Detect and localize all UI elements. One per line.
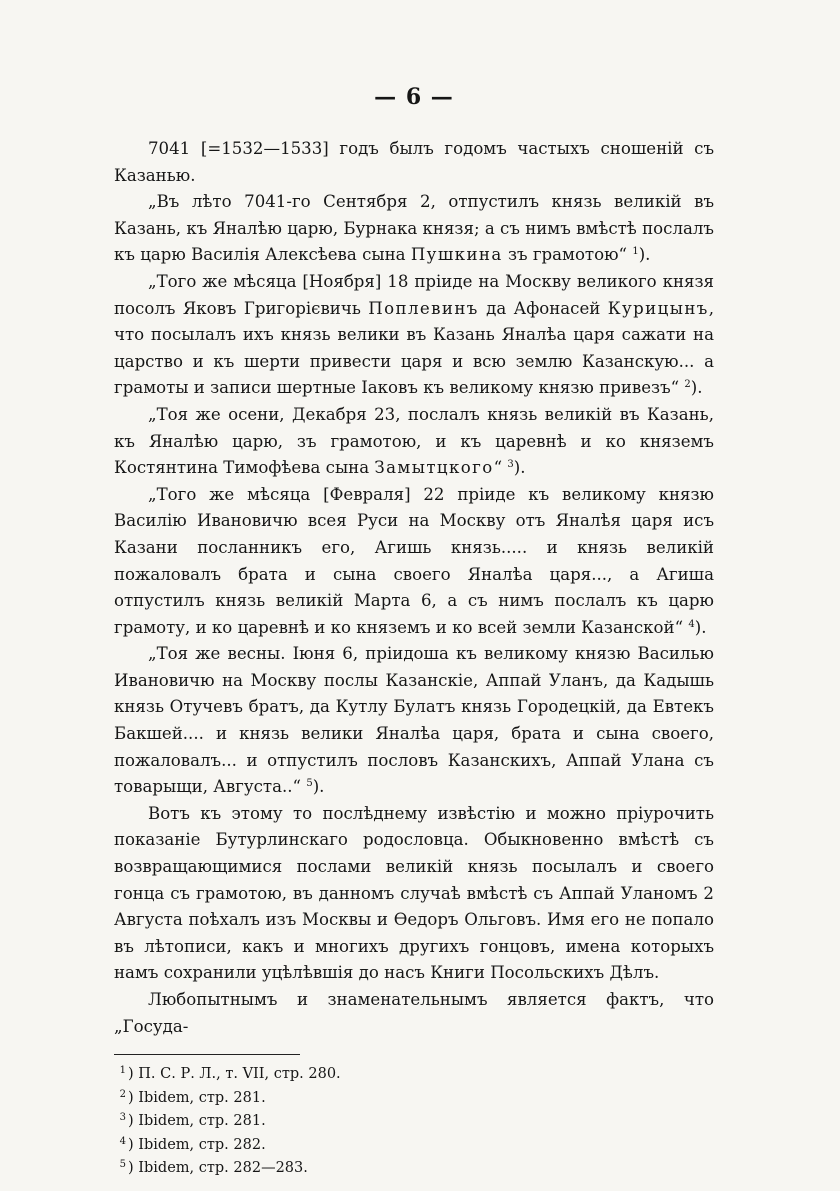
paragraph-text: “ bbox=[493, 458, 508, 478]
footnote-text: ) Ibidem, стр. 282. bbox=[128, 1136, 266, 1153]
chronicle-quote-december bbox=[114, 402, 714, 482]
book-page bbox=[114, 84, 714, 1181]
paragraph-text: ). bbox=[694, 617, 707, 637]
paragraph-text: „Того же мѣсяца [Февраля] 22 пріиде къ великому князю Василію Ивановичю всея Руси на Москву отъ Яналѣя царя исъ Казани посланникъ его, Агишь князь..... и князь великій пожаловалъ брата и сына своего Яналѣа царя..., а Агиша отпустилъ князь великій Марта 6, а съ нимъ послалъ къ царю грамоту, и ко царевнѣ и ко княземъ и ко всей земли Казанской“ bbox=[114, 484, 714, 637]
paragraph-text: ). bbox=[312, 777, 325, 797]
footnote-divider bbox=[114, 1054, 300, 1055]
paragraph-text: „Въ лѣто 7041-го Сентября 2, отпустилъ князь великій въ Казань, къ Яналѣю царю, Бурнака князя; а съ нимъ вмѣстѣ послалъ къ царю Василія Алексѣева сына bbox=[114, 192, 714, 265]
footnote-text: ) Ibidem, стр. 282—283. bbox=[128, 1160, 308, 1177]
footnote-text: ) П. С. Р. Л., т. VII, стр. 280. bbox=[128, 1066, 341, 1083]
footnote: 5 ) Ibidem, стр. 282—283. bbox=[119, 1159, 308, 1177]
spaced-name: Поплевинъ bbox=[368, 298, 479, 318]
chronicle-quote-november bbox=[114, 269, 714, 402]
footnote: 2 ) Ibidem, стр. 281. bbox=[119, 1088, 266, 1106]
footnote-ref: 1 bbox=[632, 246, 639, 258]
paragraph-text: Любопытнымъ и знаменательнымъ является фактъ, что „Госуда- bbox=[114, 990, 714, 1036]
paragraph-text: „Того же мѣсяца [Ноября] 18 пріиде на Москву великого князя посолъ Яковъ Григорієвичь bbox=[114, 271, 714, 318]
footnote-ref: 5 bbox=[306, 778, 313, 790]
body-text bbox=[114, 136, 714, 1040]
paragraph-continuation bbox=[114, 987, 714, 1040]
footnote-ref: 2 bbox=[684, 379, 691, 391]
paragraph-text: Вотъ къ этому то послѣднему извѣстію и можно пріурочить показаніе Бутурлинскаго родословца. Обыкновенно вмѣстѣ съ возвращающимися послами великій князь посылалъ и своего гонца съ грамотою, въ данномъ случаѣ вмѣстѣ съ Аппай Уланомъ 2 Августа поѣхалъ изъ Москвы и Ѳедоръ Ольговъ. Имя его не попало въ лѣтописи, какъ и многихъ другихъ гонцовъ, имена которыхъ намъ сохранили уцѣлѣвшія до насъ Книги Посольскихъ Дѣлъ. bbox=[114, 803, 714, 983]
paragraph-text: ). bbox=[638, 245, 651, 265]
spaced-name: Курицынъ bbox=[607, 298, 709, 318]
footnote: 1 ) П. С. Р. Л., т. VII, стр. 280. bbox=[119, 1065, 341, 1083]
footnote: 3 ) Ibidem, стр. 281. bbox=[119, 1112, 266, 1130]
paragraph-text: „Тоя же осени, Декабря 23, послалъ князь великій въ Казань, къ Яналѣю царю, зъ грамотою, и къ царевнѣ и ко княземъ Костянтина Тимофѣева сына bbox=[114, 404, 714, 478]
page-number: — 6 — bbox=[374, 84, 454, 110]
footnote: 4 ) Ibidem, стр. 282. bbox=[119, 1135, 266, 1153]
footnote-text: ) Ibidem, стр. 281. bbox=[128, 1089, 266, 1106]
chronicle-quote-september bbox=[114, 189, 714, 269]
paragraph-intro bbox=[114, 136, 714, 189]
footnote-ref: 4 bbox=[688, 618, 695, 630]
chronicle-quote-february bbox=[114, 482, 714, 642]
paragraph-text: зъ грамотою“ bbox=[502, 245, 633, 265]
footnote-ref: 3 bbox=[507, 459, 514, 471]
paragraph-text: ). bbox=[513, 458, 526, 478]
paragraph-commentary bbox=[114, 801, 714, 987]
paragraph-text: „Тоя же весны. Іюня 6, пріидоша къ великому князю Василью Ивановичю на Москву послы Казанскіе, Аппай Уланъ, да Кадышь князь Отучевъ братъ, да Кутлу Булатъ князь Городецкій, да Евтекъ Бакшей.... и князь велики Яналѣа царя, брата и сына своего, пожаловалъ... и отпустилъ пословъ Казанскихъ, Аппай Улана съ товарыщи, Августа..“ bbox=[114, 644, 714, 797]
footnote-text: ) Ibidem, стр. 281. bbox=[128, 1113, 266, 1130]
paragraph-text: , что посылалъ ихъ князь велики въ Казань Яналѣа царя сажати на царство и къ шерти привести царя и всю землю Казанскую... а грамоты и записи шертные Іаковъ къ великому князю привезъ“ bbox=[114, 298, 715, 398]
spaced-name: Замытцкого bbox=[374, 458, 494, 478]
paragraph-text: 7041 [=1532—1533] годъ былъ годомъ частыхъ сношеній съ Казанью. bbox=[114, 139, 714, 185]
spaced-name: Пушкина bbox=[410, 245, 503, 265]
footnotes bbox=[114, 1063, 714, 1181]
paragraph-text: да Афонасей bbox=[478, 298, 608, 318]
chronicle-quote-june bbox=[114, 641, 714, 801]
paragraph-text: ). bbox=[690, 378, 703, 398]
